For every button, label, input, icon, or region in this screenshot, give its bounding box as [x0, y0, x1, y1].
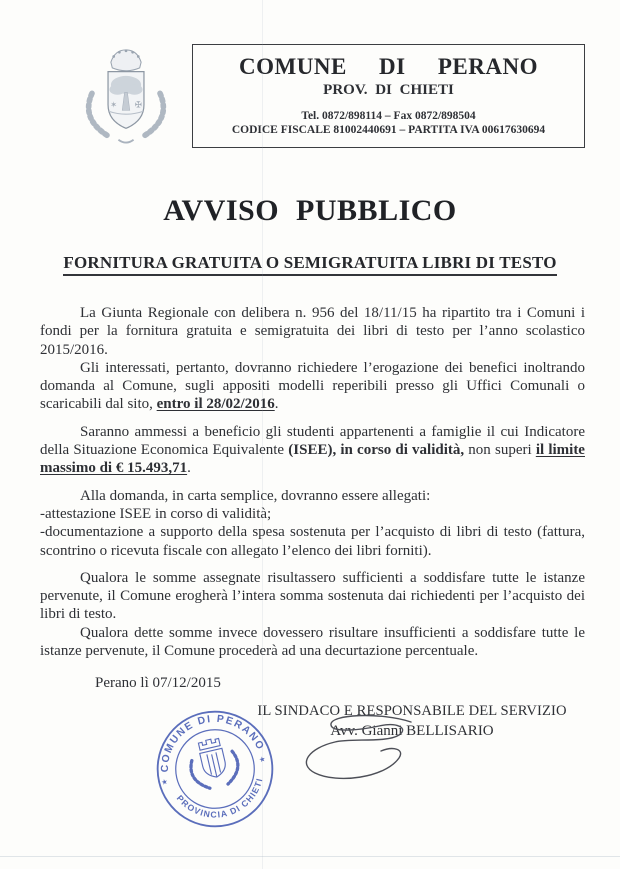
stamp-arc-top: COMUNE DI PERANO — [159, 713, 266, 773]
phone-fax-line: Tel. 0872/898114 – Fax 0872/898504 — [301, 110, 476, 123]
paragraph-text: Gli interessati, pertanto, dovranno richiedere l’erogazione dei benefici inoltrando domanda al Comune, sugli appositi modelli reperibili presso gli Uffici Comunali o scaricabili dal sito, — [40, 359, 585, 413]
province-line: PROV. DI CHIETI — [323, 82, 454, 99]
notice-subject: FORNITURA GRATUITA O SEMIGRATUITA LIBRI DI TESTO — [63, 253, 556, 276]
attachment-item-2: -documentazione a supporto della spesa sostenuta per l’acquisto di libri di testo (fattura, scontrino o ricevuta fiscale con allegato l’elenco dei libri forniti). — [40, 524, 585, 559]
fiscal-code-line: CODICE FISCALE 81002440691 – PARTITA IVA 00617630694 — [231, 124, 546, 137]
attachment-item-1: -attestazione ISEE in corso di validità; — [40, 505, 272, 522]
coat-of-arms-icon — [74, 44, 178, 161]
paragraph-text: non superi — [464, 442, 536, 459]
paragraph-isee — [40, 423, 585, 478]
paragraph-sufficient-funds: Qualora le somme assegnate risultassero sufficienti a soddisfare tutte le istanze pervenute, il Comune erogherà l’intera somma sostenuta dai richiedenti per l’acquisto dei libri di testo. — [40, 569, 585, 623]
paragraph-text: . — [187, 460, 191, 477]
signatory-role: IL SINDACO E RESPONSABILE DEL SERVIZIO — [257, 703, 567, 720]
signatory-name: Avv. Gianni BELLISARIO — [330, 723, 494, 740]
scan-edge-line — [0, 856, 620, 857]
date-line: Perano lì 07/12/2015 — [95, 675, 221, 692]
paragraph-text: . — [274, 396, 279, 413]
deadline-emphasis: entro il 28/02/2016 — [156, 396, 275, 413]
body-text — [40, 304, 585, 660]
paragraph-attachments-intro: Alla domanda, in carta semplice, dovranno essere allegati: — [80, 487, 431, 504]
notice-subject-wrap — [0, 253, 620, 276]
svg-text:✶: ✶ — [110, 100, 118, 111]
paragraph-application — [40, 359, 585, 414]
isee-emphasis: (ISEE), in corso di validità, — [288, 442, 465, 459]
paragraph-insufficient-funds: Qualora dette somme invece dovessero risultare insufficienti a soddisfare tutte le istanze pervenute, il Comune procederà ad una decurtazione percentuale. — [40, 624, 585, 660]
svg-text:✠: ✠ — [134, 100, 142, 111]
handwritten-signature — [287, 710, 439, 792]
stamp-inner-crest — [185, 735, 242, 792]
letterhead-box — [192, 44, 585, 148]
star-icon: ★ — [258, 754, 267, 765]
paragraph-text: Saranno ammessi a beneficio gli studenti appartenenti a famiglie il cui Indicatore della Situazione Economica Equivalente — [40, 423, 585, 459]
municipality-name: COMUNE DI PERANO — [239, 54, 538, 79]
notice-title: AVVISO PUBBLICO — [163, 194, 457, 227]
isee-limit-emphasis: il limite massimo di € 15.493,71 — [40, 442, 585, 477]
paragraph-allocation: La Giunta Regionale con delibera n. 956 del 18/11/15 ha ripartito tra i Comuni i fondi per la fornitura gratuita e semigratuita dei libri di testo per l’anno scolastico 2015/2016. — [40, 305, 585, 358]
stamp-arc-bottom: PROVINCIA DI CHIETI — [174, 776, 265, 820]
letterhead — [0, 0, 620, 161]
star-icon: ★ — [160, 776, 169, 787]
